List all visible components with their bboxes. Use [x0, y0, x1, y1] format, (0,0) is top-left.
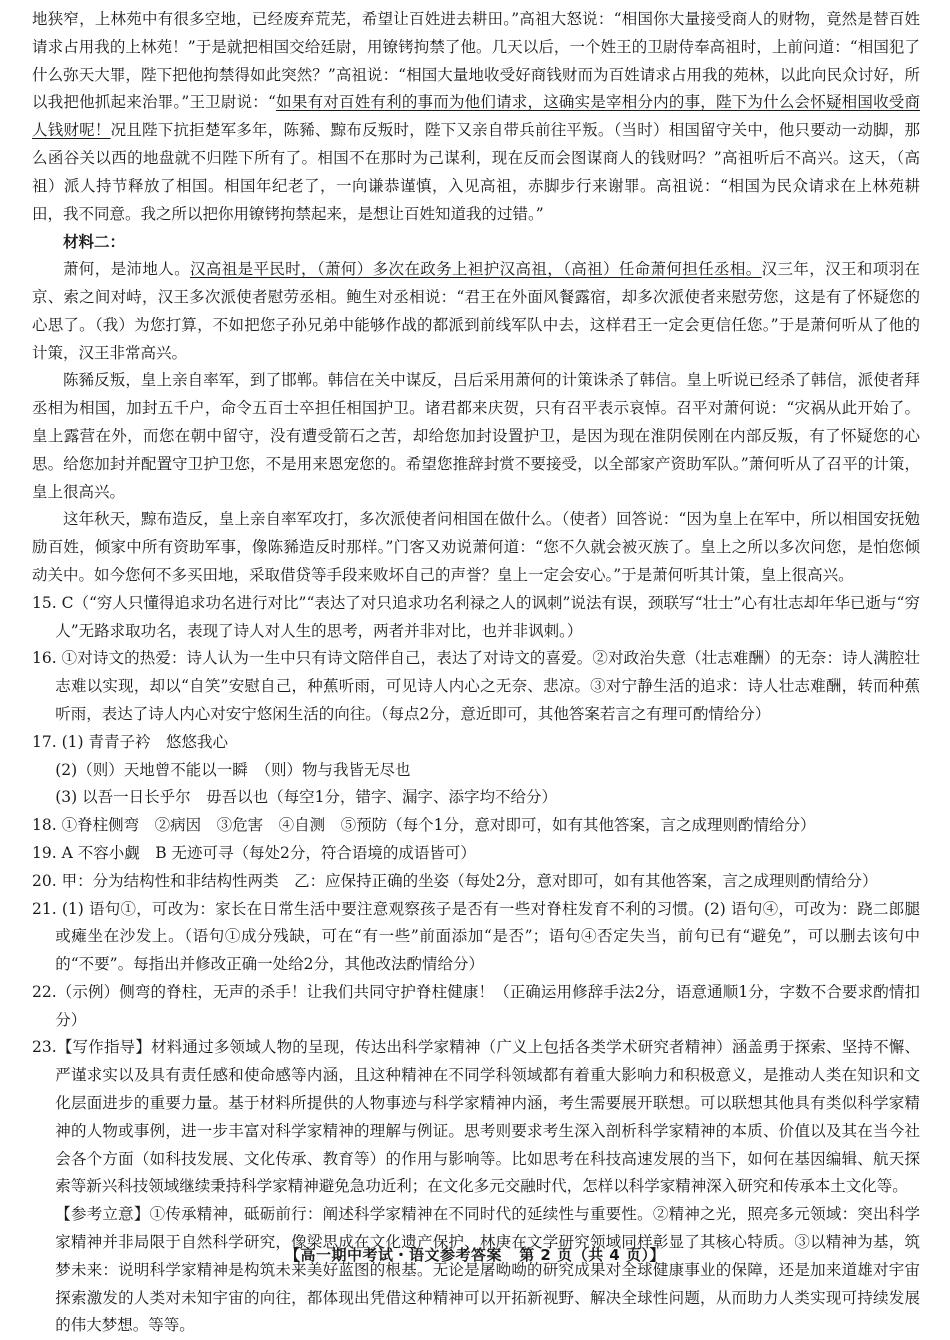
material2-heading: 材料二： — [63, 232, 126, 252]
text-segment: 汉三年，汉王和项羽在京、索之间对峙，汉王多次派使者慰劳丞相。鲍生对丞相说：“君王在外面风餐露宿，却多次派使者来慰劳您，这是有了怀疑您的心思了。（我）为您打算，不如把您子孙兄弟中能够作战的都派到前线军队中去，这样君王一定会更信任您。”于是萧何听从了他的计策，汉王非常高兴。 — [32, 260, 920, 362]
material1-paragraph — [32, 6, 920, 228]
answer-18: 18. ①脊柱侧弯 ②病因 ③危害 ④自测 ⑤预防（每个1分，意对即可，如有其他答案，言之成理则酌情给分） — [32, 816, 816, 835]
underlined-sentence: 如果有对百姓有利的事而为他们请求，这确实是宰相分内的事，陛下为什么会怀疑相国收受商人钱财呢！ — [32, 93, 920, 140]
footer-page-number: 第 2 页（共 4 页）】 — [519, 1246, 665, 1264]
text-segment: 况且陛下抗拒楚军多年，陈豨、黥布反叛时，陛下又亲自带兵前往平叛。（当时）相国留守关中，他只要动一动脚，那么函谷关以西的地盘就不归陛下所有了。相国不在那时为己谋利，现在反而会图谋商人的钱财吗？”高祖听后不高兴。这天，（高祖）派人持节释放了相国。相国年纪老了，一向谦恭谨慎，入见高祖，赤脚步行来谢罪。高祖说：“相国为民众请求在上林苑耕田，我不同意。我之所以把你用镣铐拘禁起来，是想让百姓知道我的过错。” — [32, 121, 920, 223]
text-segment: 地狭窄，上林苑中有很多空地，已经废弃荒芜，希望让百姓进去耕田。”高祖大怒说：“相国你大量接受商人的财物，竟然是替百姓请求占用我的上林苑！”于是就把相国交给廷尉，用镣铐拘禁了他。几天以后，一个姓王的卫尉侍奉高祖时，上前问道：“相国犯了什么弥天大罪，陛下把他拘禁得如此突然？”高祖说：“相国大量地收受好商钱财而为百姓请求占用我的苑林，以此向民众讨好，所以我把他抓起来治罪。”王卫尉说：“ — [32, 10, 920, 112]
material2-paragraph-1 — [32, 256, 920, 367]
text-segment: 萧何，是沛地人。 — [63, 260, 190, 279]
footer-title: 【高一期中考试・语文参考答案 — [285, 1246, 503, 1264]
page-footer — [0, 1244, 950, 1265]
answer-23-guide: 23.【写作指导】材料通过多领域人物的呈现，传达出科学家精神（广义上包括各类学术研究者精神）涵盖勇于探索、坚持不懈、严谨求实以及具有责任感和使命感等内涵，且这种精神在不同学科领域都有着重大影响力和积极意义，是推动人类在知识和文化层面进步的重要力量。基于材料所提供的人物事迹与科学家精神内涵，考生需要展开联想。可以联想其他具有类似科学家精神的人物或事例，进一步丰富对科学家精神的理解与例证。思考则要求考生深入剖析科学家精神的本质、价值以及其在当今社会各个方面（如科技发展、文化传承、教育等）的作用与影响等。比如思考在科技高速发展的当下，如何在基因编辑、航天探索等新兴科技领域继续秉持科学家精神避免急功近利；在文化多元交融时代，怎样以科学家精神深入研究和传承本土文化等。 — [32, 1038, 920, 1196]
material2-paragraph-3: 这年秋天，黥布造反，皇上亲自率军攻打，多次派使者问相国在做什么。（使者）回答说：“因为皇上在军中，所以相国安抚勉励百姓，倾家中所有资助军事，像陈豨造反时那样。”门客又劝说萧何道：“您不久就会被灭族了。皇上之所以多次问您，是怕您倾动关中。如今您何不多买田地，采取借贷等手段来败坏自己的声誉？皇上一定会安心。”于是萧何听其计策，皇上很高兴。 — [32, 510, 920, 584]
answer-23-reference: 【参考立意】①传承精神，砥砺前行：阐述科学家精神在不同时代的延续性与重要性。②精神之光，照亮多元领域：突出科学家精神并非局限于自然科学研究，像梁思成在文化遗产保护、林庚在文学研究领域同样彰显了其核心特质。③以精神为基，筑梦未来：说明科学家精神是构筑未来美好蓝图的根基。无论是屠呦呦的研究成果对全球健康事业的保障，还是加来道雄对宇宙探索激发的人类对未知宇宙的向往，都体现出凭借这种精神可以开拓新视野、解决全球性问题，从而助力人类实现可持续发展的伟大梦想。等等。 — [55, 1205, 920, 1335]
material2-paragraph-2: 陈豨反叛，皇上亲自率军，到了邯郸。韩信在关中谋反，吕后采用萧何的计策诛杀了韩信。皇上听说已经杀了韩信，派使者拜丞相为相国，加封五千户，命令五百士卒担任相国护卫。诸君都来庆贺，只有召平表示哀悼。召平对萧何说：“灾祸从此开始了。皇上露营在外，而您在朝中留守，没有遭受箭石之苦，却给您加封设置护卫，是因为现在淮阴侯刚在内部反叛，有了怀疑您的心思。给您加封并配置守卫护卫您，不是用来恩宠您的。希望您推辞封赏不要接受，以全部家产资助军队。”萧何听从了召平的计策，皇上很高兴。 — [32, 371, 920, 501]
answer-19: 19. A 不容小觑 B 无迹可寻（每处2分，符合语境的成语皆可） — [32, 843, 476, 862]
answer-17-3: (3) 以吾一日长乎尔 毋吾以也（每空1分，错字、漏字、添字均不给分） — [55, 788, 557, 807]
answer-20: 20. 甲：分为结构性和非结构性两类 乙：应保持正确的坐姿（每处2分，意对即可，如有其他答案，言之成理则酌情给分） — [32, 871, 878, 890]
answer-17-2: (2)（则）天地曾不能以一瞬 （则）物与我皆无尽也 — [55, 760, 411, 779]
answer-15: 15. C（“穷人只懂得追求功名进行对比”“表达了对只追求功名利禄之人的讽刺”说法有误，颈联写“壮士”心有壮志却年华已逝与“穷人”无路求取功名，表现了诗人对人生的思考，两者并非对比，也并非讽刺。） — [32, 593, 920, 640]
answer-17-1: 17. (1) 青青子衿 悠悠我心 — [32, 732, 228, 751]
underlined-sentence: 汉高祖是平民时，（萧何）多次在政务上袒护汉高祖，（高祖）任命萧何担任丞相。 — [189, 260, 762, 279]
answer-22: 22.（示例）侧弯的脊柱，无声的杀手！让我们共同守护脊柱健康！（正确运用修辞手法2分，语意通顺1分，字数不合要求酌情扣分） — [32, 982, 920, 1029]
answer-21: 21. (1) 语句①，可改为：家长在日常生活中要注意观察孩子是否有一些对脊柱发育不利的习惯。(2) 语句④，可改为：跷二郎腿或瘫坐在沙发上。（语句①成分残缺，可在“有一些”前面添加“是否”；语句④否定失当，前句已有“避免”，可以删去该句中的“不要”。每指出并修改正确一处给2分，其他改法酌情给分） — [32, 899, 920, 974]
answer-16: 16. ①对诗文的热爱：诗人认为一生中只有诗文陪伴自己，表达了对诗文的喜爱。②对政治失意（壮志难酬）的无奈：诗人满腔壮志难以实现，却以“自笑”安慰自己，种蕉听雨，可见诗人内心之无奈、悲凉。③对宁静生活的追求：诗人壮志难酬，转而种蕉听雨，表达了诗人内心对安宁悠闲生活的向往。（每点2分，意近即可，其他答案若言之有理可酌情给分） — [32, 649, 920, 723]
